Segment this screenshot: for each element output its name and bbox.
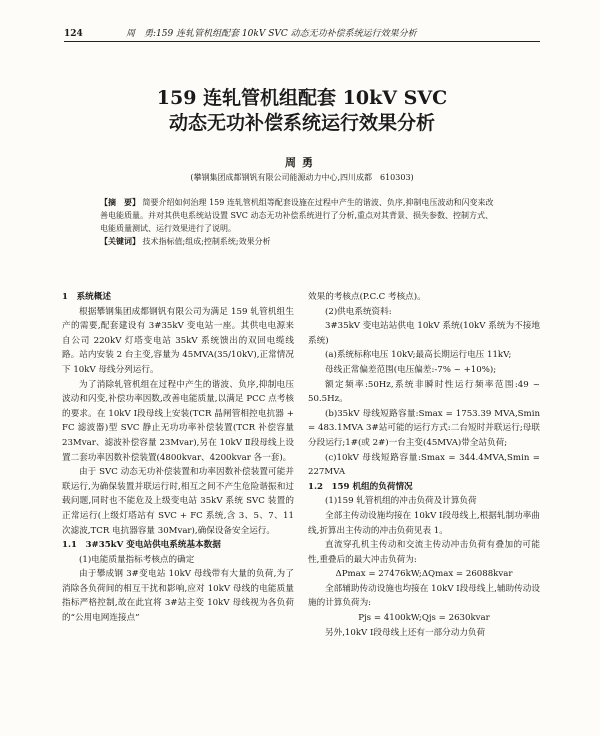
author-name: 周勇 xyxy=(285,156,319,169)
abstract-label: 【摘 要】 xyxy=(100,197,140,207)
author-affiliation: (攀钢集团成都钢钒有限公司能源动力中心,四川成都 610303) xyxy=(190,173,414,182)
keywords-paragraph xyxy=(100,235,500,248)
abstract-paragraph xyxy=(100,196,500,235)
keywords-label: 【关键词】 xyxy=(100,236,140,246)
section-heading: 1.1 3#35kV 变电站供电系统基本数据 xyxy=(62,540,221,551)
body-paragraph: 3#35kV 变电站站供电 10kV 系统(10kV 系统为不接地系统) xyxy=(308,321,540,346)
running-title: 周 勇:159 连轧管机组配套 10kV SVC 动态无功补偿系统运行效果分析 xyxy=(126,29,417,39)
body-paragraph: (2)供电系统资料: xyxy=(325,306,392,317)
right-column xyxy=(308,290,540,640)
body-paragraph: 效果的考核点(P.C.C 考核点)。 xyxy=(308,292,426,302)
left-column xyxy=(62,290,294,626)
body-paragraph: 额定频率:50Hz,系统非瞬时性运行频率范围:49 ~ 50.5Hz。 xyxy=(308,379,540,405)
section-heading: 1 系统概述 xyxy=(62,292,111,302)
body-paragraph: Pjs = 4100kW;Qjs = 2630kvar xyxy=(358,613,490,624)
abstract-block xyxy=(100,196,500,248)
title-line-2: 动态无功补偿系统运行效果分析 xyxy=(168,112,435,134)
body-paragraph: (a)系统标称电压 10kV;最高长期运行电压 11kV; xyxy=(325,350,512,361)
body-paragraph: 全部主传动设施均接在 10kV Ⅰ段母线上,根据轧制功率曲线,折算出主传动的冲击负荷见表 1。 xyxy=(308,510,540,536)
body-paragraph: 母线正常偏差范围(电压偏差:-7% ~ +10%); xyxy=(325,364,497,375)
body-paragraph: 另外,10kV Ⅰ段母线上还有一部分动力负荷 xyxy=(325,627,486,638)
keywords-text: 技术指标值;组成;控制系统;效果分析 xyxy=(142,237,271,246)
body-paragraph: 全部辅助传动设施也均接在 10kV Ⅰ段母线上,辅助传动设施的计算负荷为: xyxy=(308,583,540,609)
body-paragraph: 由于 SVC 动态无功补偿装置和功率因数补偿装置可能并联运行,为确保装置并联运行时,相互之间不产生危险谐振和过载问题,同时也不能危及上级变电站 35kV 系统 SVC 装置的正常运行(上级灯塔站有 SVC + FC 系统,含 3、5、7、11 次滤波,TCR 电抗器容量 30Mvar),确保设备安全运行。 xyxy=(62,467,294,536)
body-paragraph: (c)10kV 母线短路容量:Smax = 344.4MVA,Smin = 227MVA xyxy=(308,452,540,478)
section-heading: 1.2 159 机组的负荷情况 xyxy=(308,481,413,492)
paper-title xyxy=(64,86,540,136)
body-paragraph: 为了消除轧管机组在过程中产生的谐波、负序,抑制电压波动和闪变,补偿功率因数,改善电能质量,以满足 PCC 点考核的要求。在 10kV Ⅰ段母线上安装(TCR 晶闸管相控电抗器 + FC 滤波器)型 SVC 静止无功功率补偿装置(TCR 补偿容量 23Mvar、滤波补偿容量 23Mvar),另在 10kV Ⅱ段母线上设置二套功率因数补偿装置(4800kvar、4200kvar 各一套)。 xyxy=(62,379,294,463)
running-header xyxy=(64,27,540,42)
body-paragraph: 由于攀成钢 3#变电站 10kV 母线带有大量的负荷,为了消除各负荷间的相互干扰和影响,应对 10kV 母线的电能质量指标严格控制,故在此宜将 3#站主变 10kV 母线视为各负荷的“公用电网连接点” xyxy=(62,569,294,624)
page-number: 124 xyxy=(64,29,83,39)
body-paragraph: (1)电能质量指标考核点的确定 xyxy=(79,554,195,565)
body-paragraph: 根据攀钢集团成都钢钒有限公司为满足 159 轧管机组生产的需要,配套建设有 3#35kV 变电站一座。其供电电源来自公司 220kV 灯塔变电站 35kV 系统馈出的双回电缆线路。站内安装 2 台主变,容量为 45MVA(35/10kV),正常情况下 10kV 母线分列运行。 xyxy=(62,306,294,375)
title-line-1: 159 连轧管机组配套 10kV SVC xyxy=(156,87,448,109)
body-paragraph: ΔPmax = 27476kW;ΔQmax = 26088kvar xyxy=(335,569,513,580)
body-paragraph: (1)159 轧管机组的冲击负荷及计算负荷 xyxy=(325,496,477,507)
abstract-text: 简要介绍如何治理 159 连轧管机组等配套设施在过程中产生的谐波、负序,抑制电压波动和闪变来改善电能质量。并对其供电系统站设置 SVC 动态无功补偿系统进行了分析,重点对其背景、损失参数、控制方式、电能质量测试、运行效果进行了说明。 xyxy=(100,198,494,233)
body-paragraph: (b)35kV 母线短路容量:Smax = 1753.39 MVA,Smin = 483.1MVA 3#站可能的运行方式:二台短时并联运行;母联分段运行;1#(或 2#)一台主变(45MVA)带全站负荷; xyxy=(308,408,540,448)
body-paragraph: 直流穿孔机主传动和交流主传动冲击负荷有叠加的可能性,重叠后的最大冲击负荷为: xyxy=(308,540,540,565)
